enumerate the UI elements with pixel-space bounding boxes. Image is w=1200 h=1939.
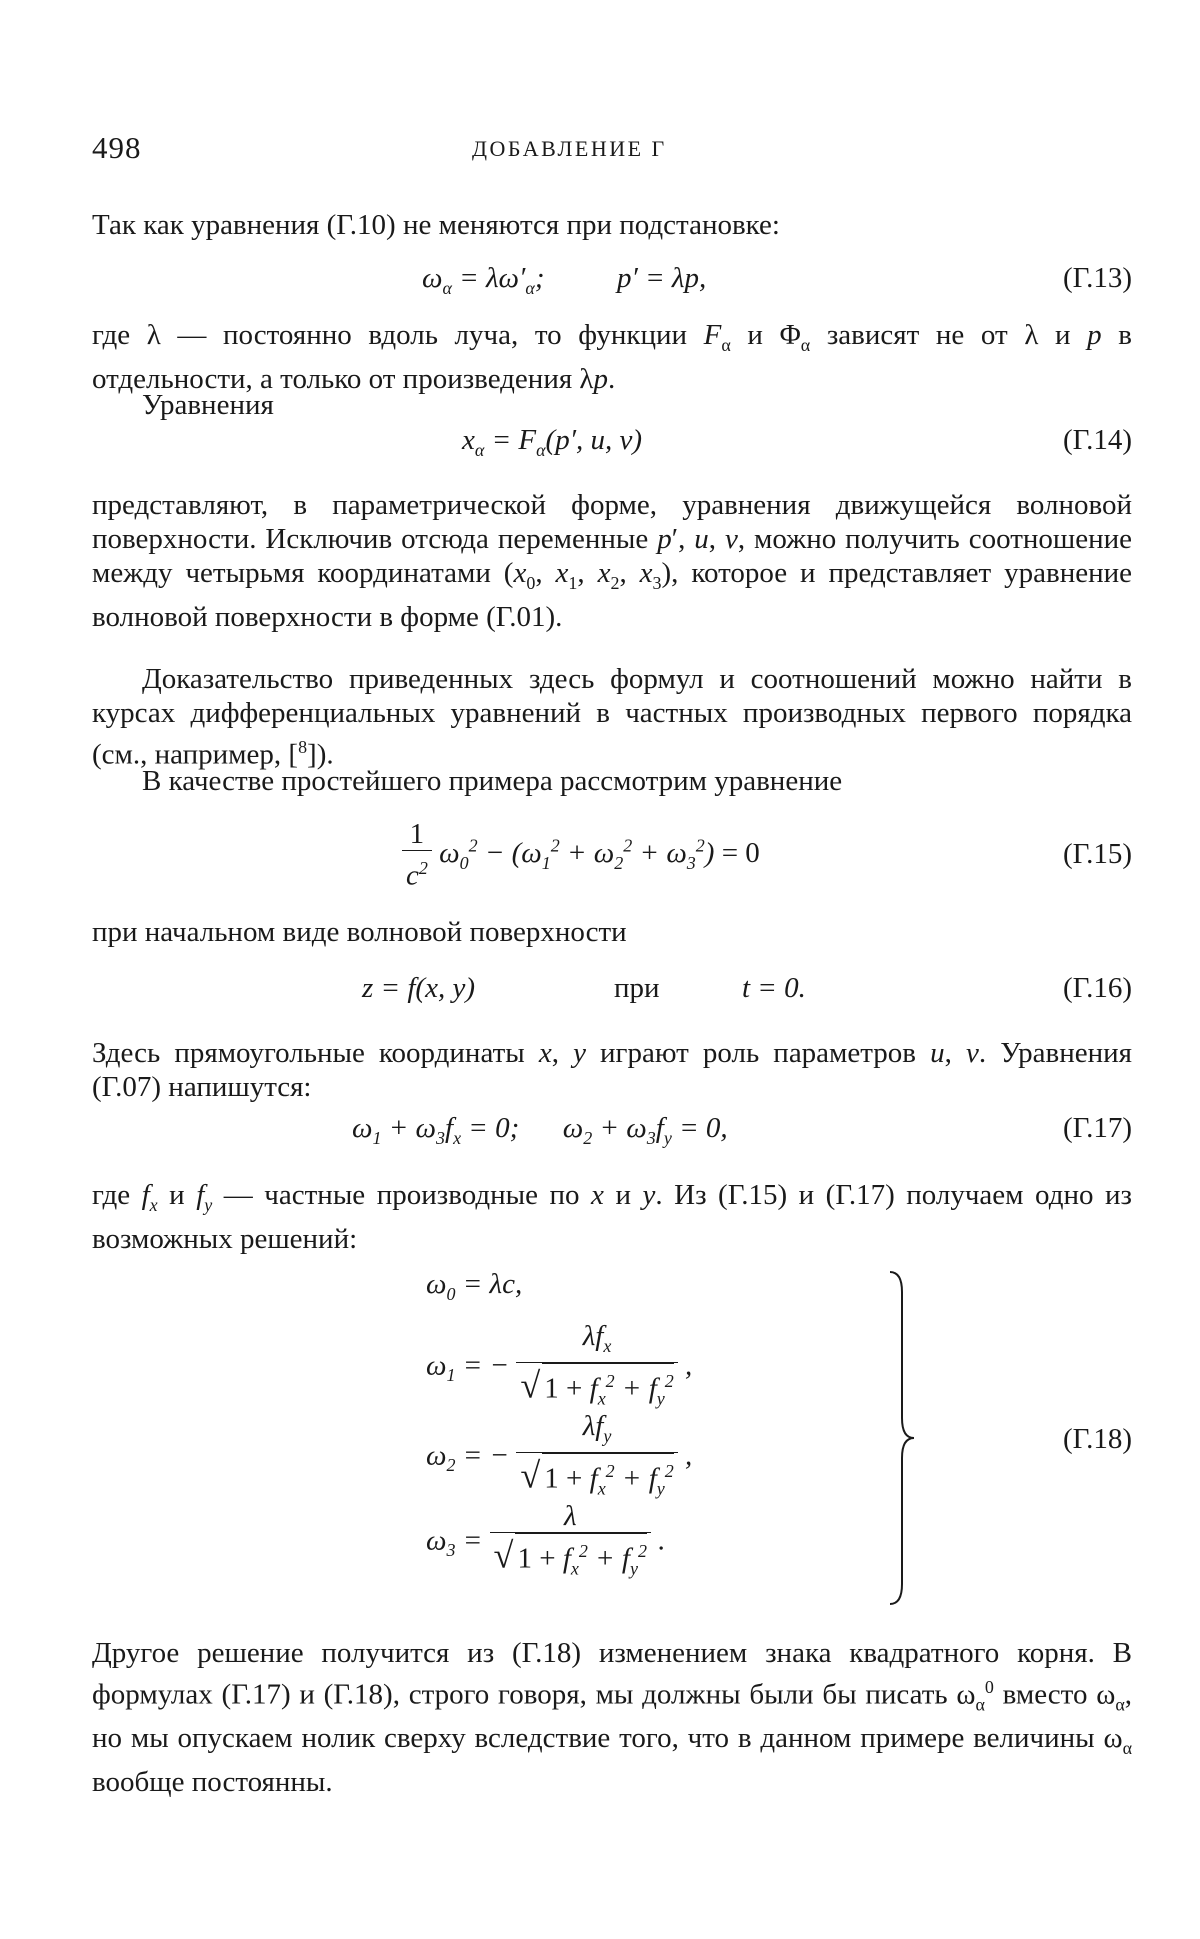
- equation-g18-omega2: $\omega_2$ = − $\frac{\lambda f_y}{√ 1 + f_x^2 + f_y^2}$ ,: [426, 1410, 692, 1505]
- equation-g15-tag: (Г.15): [1062, 838, 1132, 870]
- equation-g16-word: при: [614, 972, 660, 1004]
- running-head: ДОБАВЛЕНИЕ Г: [472, 136, 667, 161]
- equation-g18: [92, 1268, 1132, 1608]
- equation-g16: [92, 972, 1132, 1012]
- equation-g15: [92, 818, 1132, 898]
- page-number: 498: [92, 130, 142, 165]
- equation-g14: [92, 424, 1132, 464]
- equation-g13-tag: (Г.13): [1062, 262, 1132, 294]
- paragraph-initial: при начальном виде волновой поверхности: [92, 916, 627, 948]
- equation-g18-omega0: $\omega_0 = \lambda c$,: [426, 1268, 523, 1304]
- paragraph-other-solution: Другое решение получится из (Г.18) изменением знака квадратного корня. В формулах (Г.17) и (Г.18), строго говоря, мы должны были бы писать $\omega_\alpha^0$ вместо $\omega_\alpha$, но мы опускаем нолик сверху вследствие того, что в данном примере величины $\omega_\alpha$ вообще постоянны.: [92, 1637, 1132, 1799]
- equation-g18-tag: (Г.18): [1062, 1423, 1132, 1455]
- right-brace-icon: [888, 1268, 916, 1608]
- paragraph-parametric: представляют, в параметрической форме, уравнения движущейся волновой поверхности. Исключив отсюда переменные p′, u, v, можно получить соотношение между четырьмя координатами ($x_0$, $x_1$, $x_2$, $x_3$), которое и представляет уравнение волновой поверхности в форме (Г.01).: [92, 489, 1133, 633]
- equation-g14-tag: (Г.14): [1062, 424, 1132, 456]
- paragraph-proof: Доказательство приведенных здесь формул и соотношений можно найти в курсах дифференциальных уравнений в частных производных первого порядка (см., например, [$^8$]).: [92, 663, 1132, 771]
- equation-g16-body: z = f(x, y): [362, 972, 475, 1004]
- paragraph-equations-label: Уравнения: [142, 389, 274, 421]
- equation-g18-omega1: $\omega_1$ = − $\frac{\lambda f_x}{√ 1 + f_x^2 + f_y^2}$ ,: [426, 1320, 692, 1415]
- paragraph-example: В качестве простейшего примера рассмотрим уравнение: [142, 765, 843, 797]
- paragraph-lambda: где λ — постоянно вдоль луча, то функции $F_\alpha$ и $\Phi_\alpha$ зависят не от λ и p в отдельности, а только от произведения λp.: [92, 319, 1132, 395]
- equation-g16-tag: (Г.16): [1062, 972, 1132, 1004]
- paragraph-intro: Так как уравнения (Г.10) не меняются при подстановке:: [92, 209, 780, 241]
- equation-g14-body: $x_\alpha = F_\alpha(p'$, u, v): [462, 424, 643, 460]
- equation-g17-body: $\omega_1 + \omega_3f_x = 0$; $\omega_2 + \omega_3f_y = 0$,: [352, 1112, 728, 1148]
- equation-g16-condition: t = 0.: [742, 972, 806, 1004]
- page-header: [92, 130, 1132, 170]
- equation-g13: [92, 262, 1132, 302]
- equation-g18-omega3: $\omega_3$ = $\frac{\lambda}{√ 1 + f_x^2 + f_y^2}$ .: [426, 1500, 665, 1585]
- equation-g17-tag: (Г.17): [1062, 1112, 1132, 1144]
- paragraph-coordinates: Здесь прямоугольные координаты x, y играют роль параметров u, v. Уравнения (Г.07) напишутся:: [92, 1037, 1133, 1103]
- paragraph-partials: где $f_x$ и $f_y$ — частные производные по x и y. Из (Г.15) и (Г.17) получаем одно из возможных решений:: [92, 1179, 1132, 1255]
- equation-g17: [92, 1112, 1132, 1152]
- equation-g13-body: $\omega_\alpha = \lambda\omega'_\alpha$; p′ = λp,: [422, 262, 707, 298]
- equation-g15-body: $\frac{1}{c^2}$ $\omega_0^2 - (\omega_1^2 + \omega_2^2 + \omega_3^2) = 0$: [402, 818, 760, 893]
